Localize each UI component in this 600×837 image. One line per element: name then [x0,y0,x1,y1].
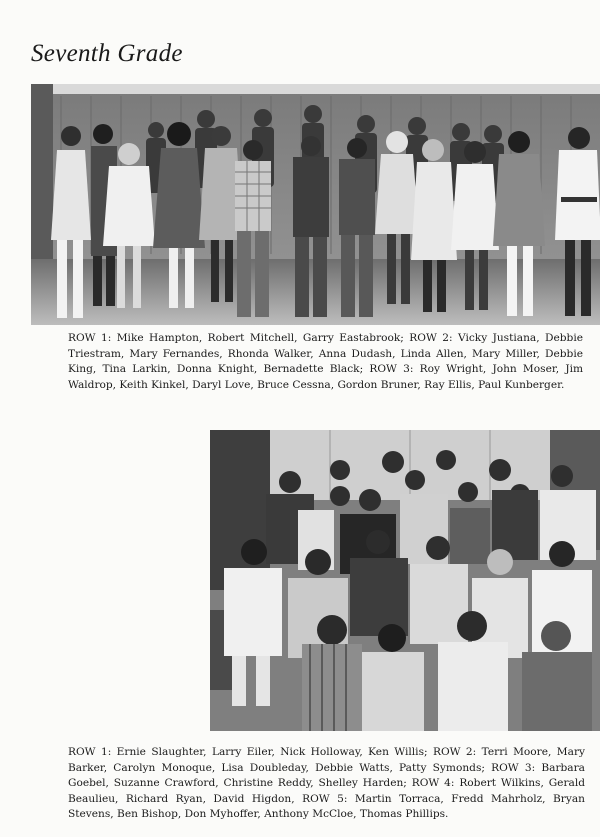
class-photo-outdoor [31,84,600,325]
photo-indoor-illustration [210,430,600,731]
class-photo-indoor [210,430,600,731]
photo-outdoor-illustration [31,84,600,325]
page-title: Seventh Grade [31,40,183,67]
photo-caption-bottom: ROW 1: Ernie Slaughter, Larry Eiler, Nick Holloway, Ken Willis; ROW 2: Terri Moore, Mary Barker, Carolyn Monoque, Lisa Doubleday, Debbie Watts, Patty Symonds; ROW 3: Barbara Goebel, Suzanne Crawford, Christine Reddy, Shelley Harden; ROW 4: Robert Wilkins, Gerald Beaulieu, Richard Ryan, David Higdon, ROW 5: Martin Torraca, Fredd Mahrholz, Bryan Stevens, Ben Bishop, Don Myhoffer, Anthony McCloe, Thomas Phillips. [68,746,585,821]
photo-caption-top: ROW 1: Mike Hampton, Robert Mitchell, Garry Eastabrook; ROW 2: Vicky Justiana, Debbie Triestram, Mary Fernandes, Rhonda Walker, Anna Dudash, Linda Allen, Mary Miller, Debbie King, Tina Larkin, Donna Knight, Bernadette Black; ROW 3: Roy Wright, John Moser, Jim Waldrop, Keith Kinkel, Daryl Love, Bruce Cessna, Gordon Bruner, Ray Ellis, Paul Kunberger. [68,332,583,391]
